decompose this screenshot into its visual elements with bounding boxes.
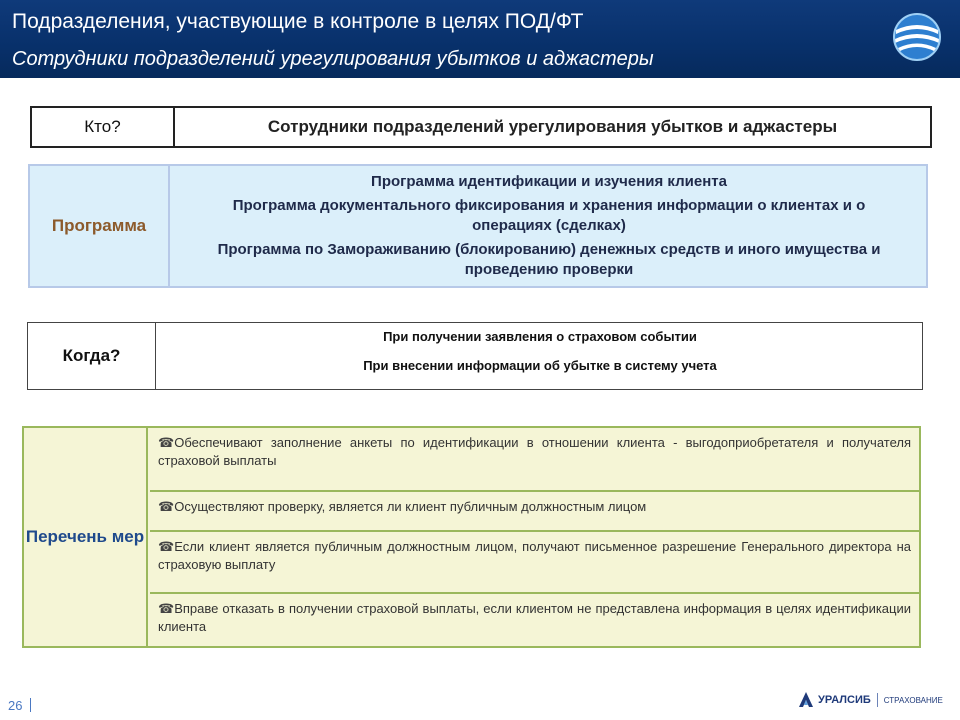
when-line: При получении заявления о страховом событии — [383, 329, 697, 344]
phone-icon: ☎ — [158, 539, 175, 554]
when-list — [158, 323, 922, 389]
measure-item — [150, 532, 919, 594]
logo-brand: УРАЛСИБ — [818, 694, 871, 706]
when-row — [27, 322, 923, 390]
program-line: Программа по Замораживанию (блокированию) денежных средств и иного имущества и проведению проверки — [217, 241, 881, 278]
measure-item — [150, 428, 919, 492]
phone-icon: ☎ — [158, 601, 175, 616]
measure-item — [150, 492, 919, 532]
who-label: Кто? — [32, 108, 175, 146]
slide-title: Подразделения, участвующие в контроле в целях ПОД/ФТ — [12, 10, 584, 33]
company-logo — [798, 688, 948, 712]
measure-text: Осуществляют проверку, является ли клиент публичным должностным лицом — [174, 499, 647, 514]
when-line: При внесении информации об убытке в систему учета — [363, 358, 717, 373]
measure-text: Вправе отказать в получении страховой выплаты, если клиентом не представлена информация в целях идентификации клиента — [158, 601, 911, 634]
slide-subtitle: Сотрудники подразделений урегулирования убытков и аджастеры — [12, 48, 654, 70]
phone-icon: ☎ — [158, 499, 175, 514]
program-line: Программа документального фиксирования и хранения информации о клиентах и о операциях (сделках) — [232, 197, 866, 234]
program-label: Программа — [30, 166, 170, 286]
logo-divider — [877, 693, 878, 707]
measure-text: Если клиент является публичным должностным лицом, получают письменное разрешение Генерального директора на страховую выплату — [158, 539, 911, 572]
slide-header — [0, 0, 960, 78]
measures-row — [22, 426, 921, 648]
program-row — [28, 164, 928, 288]
who-value: Сотрудники подразделений урегулирования убытков и аджастеры — [267, 117, 838, 136]
measures-label: Перечень мер — [24, 428, 148, 646]
program-list — [172, 166, 926, 286]
measure-text: Обеспечивают заполнение анкеты по идентификации в отношении клиента - выгодоприобретателя и получателя страховой выплаты — [158, 435, 911, 468]
when-label: Когда? — [28, 323, 156, 389]
logo-mark-icon — [798, 691, 814, 709]
measure-item — [150, 594, 919, 646]
phone-icon: ☎ — [158, 435, 175, 450]
program-line: Программа идентификации и изучения клиента — [371, 173, 727, 190]
globe-logo-icon — [892, 12, 942, 62]
logo-sub: СТРАХОВАНИЕ — [883, 695, 943, 705]
page-number: 26 — [8, 698, 23, 713]
page-divider — [30, 698, 31, 712]
who-row — [30, 106, 932, 148]
